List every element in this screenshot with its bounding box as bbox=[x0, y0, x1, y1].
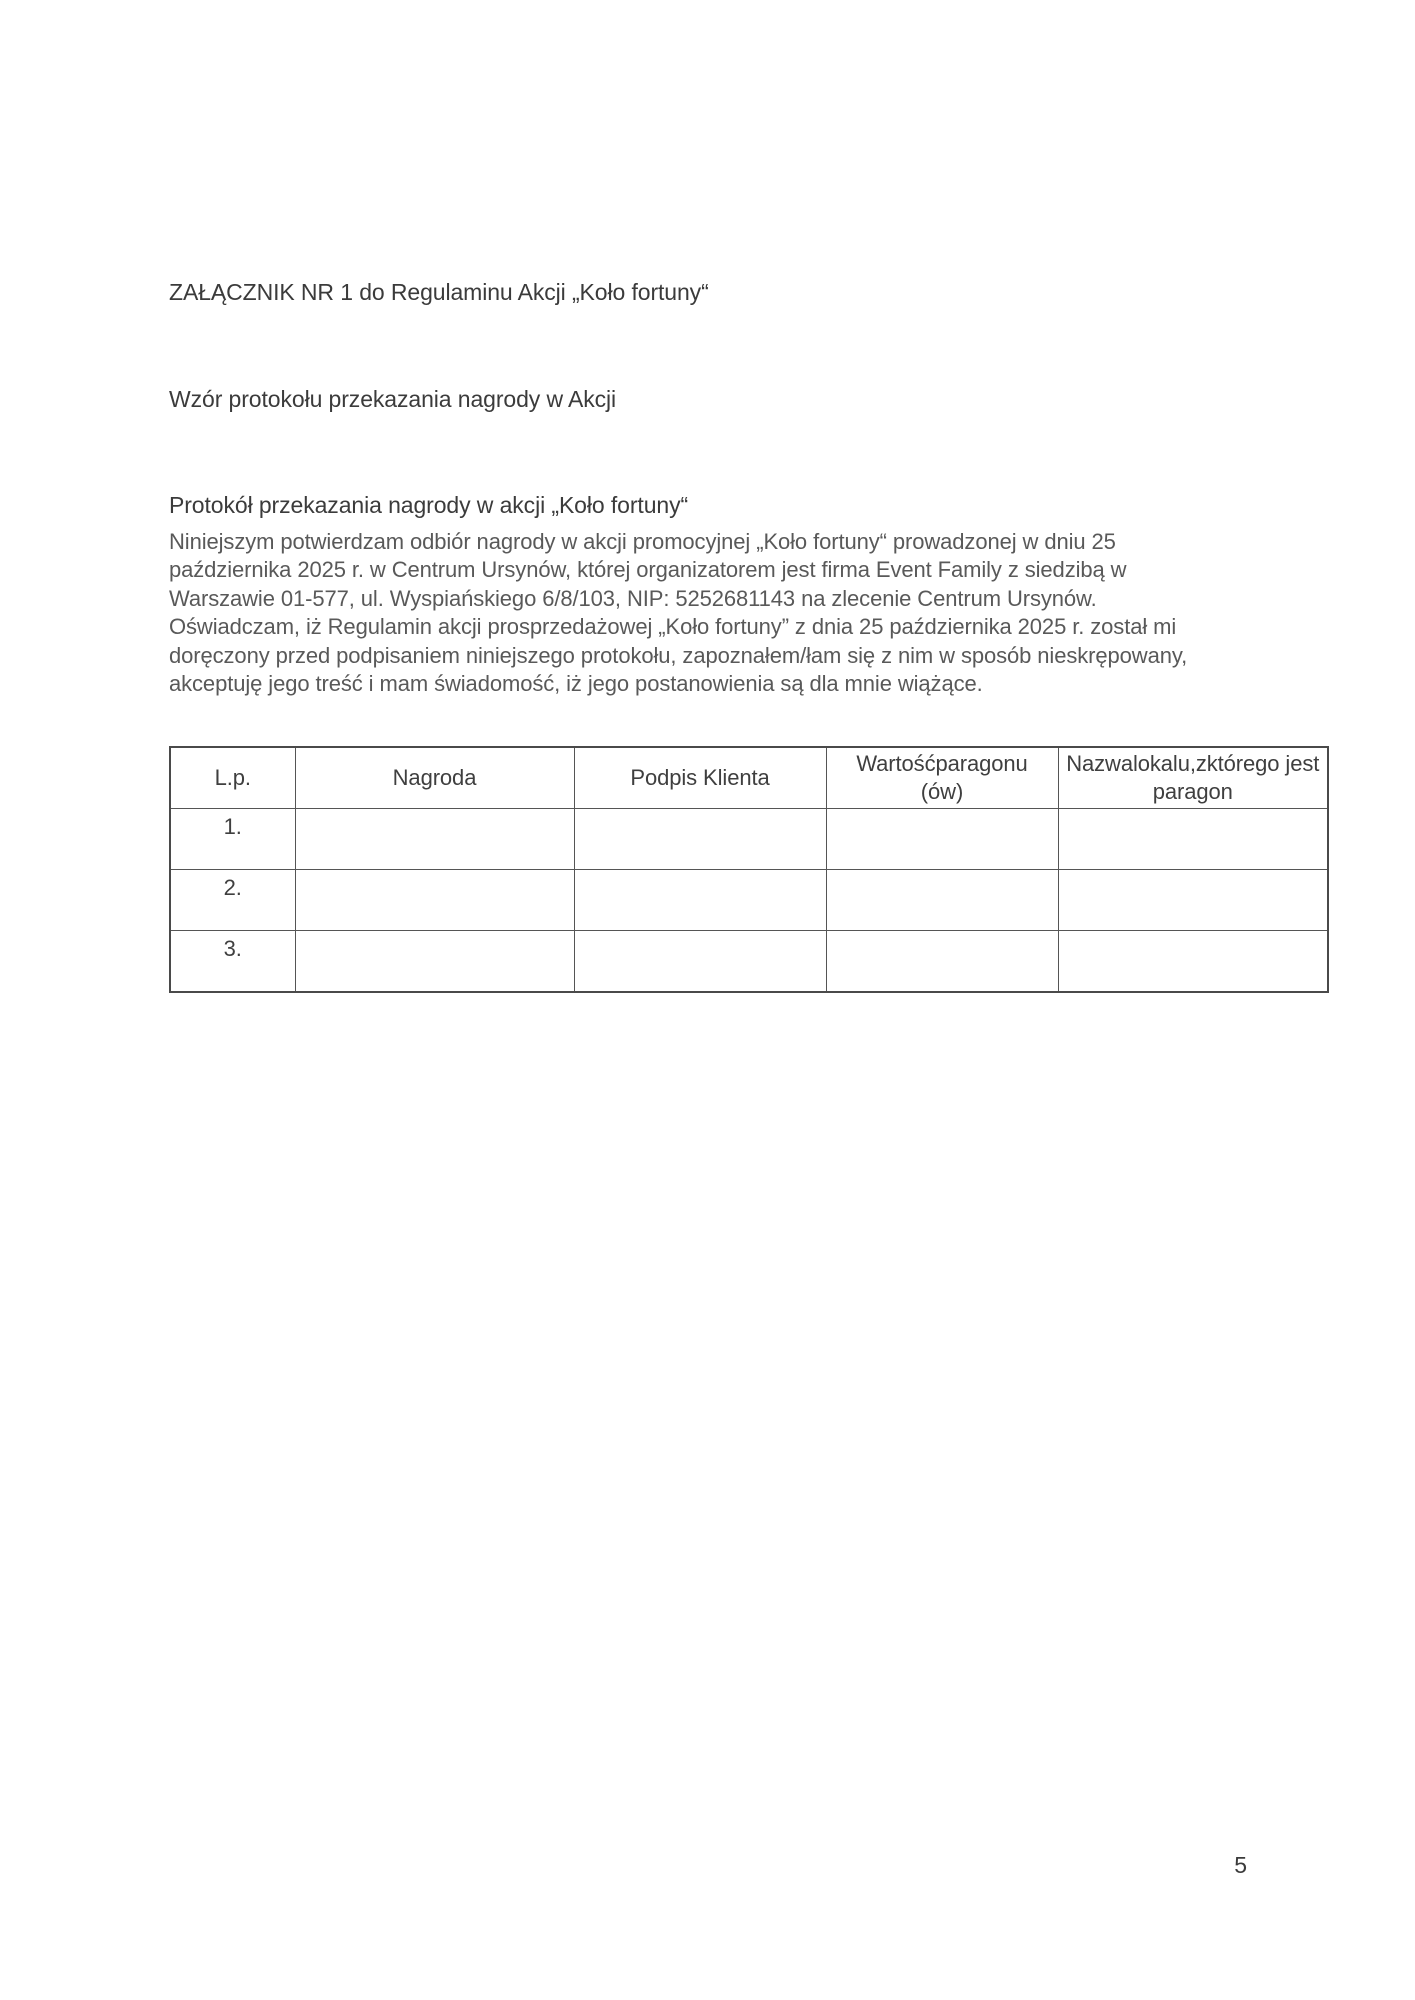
column-header-wartosc-paragonu: Wartośćparagonu (ów) bbox=[826, 747, 1058, 809]
column-header-podpis-klienta: Podpis Klienta bbox=[574, 747, 826, 809]
column-header-nagroda: Nagroda bbox=[295, 747, 574, 809]
paragraph-line: Niniejszym potwierdzam odbiór nagrody w akcji promocyjnej „Koło fortuny“ prowadzonej w dniu 25 bbox=[169, 529, 1116, 554]
column-header-nazwa-lokalu: Nazwalokalu,zktórego jest paragon bbox=[1058, 747, 1328, 809]
wartosc-paragonu-cell bbox=[826, 809, 1058, 870]
declaration-paragraph bbox=[169, 528, 1279, 698]
row-number-cell: 3. bbox=[170, 931, 295, 992]
paragraph-line: października 2025 r. w Centrum Ursynów, której organizatorem jest firma Event Family z siedzibą w bbox=[169, 557, 1127, 583]
paragraph-line: doręczony przed podpisaniem niniejszego protokołu, zapoznałem/łam się z nim w sposób nieskrępowany, bbox=[169, 642, 1188, 668]
row-number-cell: 1. bbox=[170, 809, 295, 870]
nazwa-lokalu-cell bbox=[1058, 931, 1328, 992]
paragraph-line: Warszawie 01-577, ul. Wyspiańskiego 6/8/103, NIP: 5252681143 na zlecenie Centrum Ursynów. bbox=[169, 585, 1097, 611]
prize-handover-table bbox=[169, 746, 1329, 993]
paragraph-line: akceptuję jego treść i mam świadomość, iż jego postanowienia są dla mnie wiążące. bbox=[169, 671, 983, 697]
podpis-klienta-cell bbox=[574, 809, 826, 870]
wartosc-paragonu-cell bbox=[826, 931, 1058, 992]
attachment-heading: ZAŁĄCZNIK NR 1 do Regulaminu Akcji „Koło fortuny“ bbox=[169, 279, 709, 305]
row-number-cell: 2. bbox=[170, 870, 295, 931]
table-row bbox=[170, 870, 1328, 931]
protocol-heading: Protokół przekazania nagrody w akcji „Koło fortuny“ bbox=[169, 492, 689, 518]
column-header-lp: L.p. bbox=[170, 747, 295, 809]
nazwa-lokalu-cell bbox=[1058, 809, 1328, 870]
podpis-klienta-cell bbox=[574, 870, 826, 931]
table-header-row bbox=[170, 747, 1328, 809]
podpis-klienta-cell bbox=[574, 931, 826, 992]
page-number: 5 bbox=[1234, 1852, 1247, 1878]
table-row bbox=[170, 809, 1328, 870]
nagroda-cell bbox=[295, 870, 574, 931]
table-row bbox=[170, 931, 1328, 992]
wartosc-paragonu-cell bbox=[826, 870, 1058, 931]
template-heading: Wzór protokołu przekazania nagrody w Akcji bbox=[169, 386, 617, 412]
paragraph-line: Oświadczam, iż Regulamin akcji prosprzedażowej „Koło fortuny” z dnia 25 października 2025 r. został mi bbox=[169, 614, 1177, 640]
nazwa-lokalu-cell bbox=[1058, 870, 1328, 931]
nagroda-cell bbox=[295, 809, 574, 870]
nagroda-cell bbox=[295, 931, 574, 992]
